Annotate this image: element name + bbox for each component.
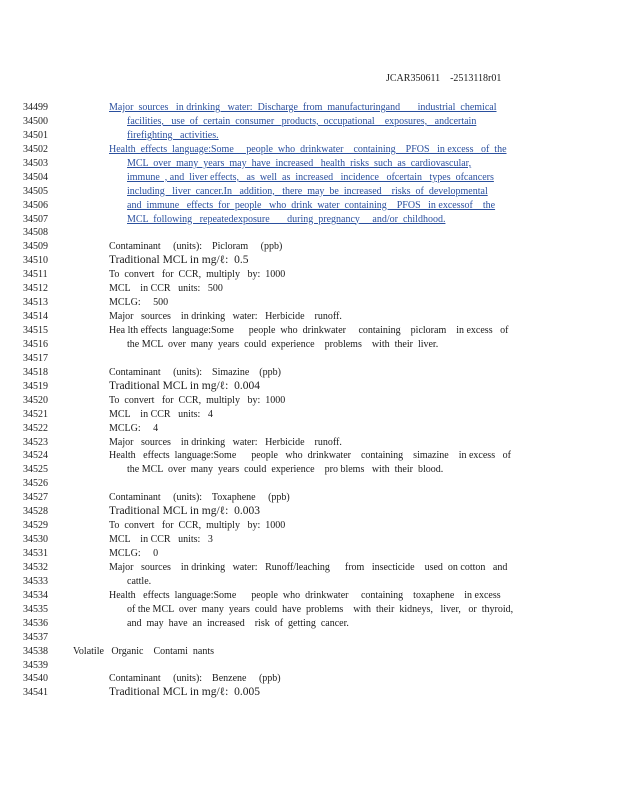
document-line [0,686,618,700]
document-line [0,185,618,199]
document-line [0,352,618,366]
document-line [0,310,618,324]
document-line [0,519,618,533]
line-number: 34537 [23,631,48,643]
line-number: 34510 [23,255,48,267]
line-number: 34527 [23,492,48,504]
line-number: 34523 [23,436,48,448]
line-text: Traditional MCL in mg/ℓ: 0.004 [109,379,260,392]
document-line [0,366,618,380]
line-number: 34507 [23,213,48,225]
document-line [0,380,618,394]
line-number: 34525 [23,464,48,476]
document-line [0,672,618,686]
line-number: 34540 [23,673,48,685]
line-text: Volatile Organic Contami nants [73,645,215,657]
line-number: 34520 [23,394,48,406]
inserted-text: firefighting activities. [127,129,219,141]
line-number: 34513 [23,297,48,309]
document-line [0,226,618,240]
line-number: 34499 [23,102,48,113]
document-line [0,603,618,617]
document-line [0,645,618,659]
line-text: Contaminant (units): Benzene (ppb) [109,673,281,685]
inserted-text: MCL following repeatedexposure during pregnancy and/or childhood. [127,213,446,225]
document-line [0,338,618,352]
line-text: the MCL over many years could experience problems with their liver. [127,338,439,350]
document-line [0,101,618,115]
line-number: 34534 [23,589,48,601]
line-number: 34522 [23,422,48,434]
inserted-text: facilities, use of certain consumer products, occupational exposures, andcertain [127,115,477,127]
document-line [0,240,618,254]
line-number: 34509 [23,241,48,253]
document-line [0,449,618,463]
line-number: 34500 [23,115,48,127]
line-number: 34506 [23,199,48,211]
document-line [0,324,618,338]
line-number: 34541 [23,687,48,699]
line-number: 34503 [23,157,48,169]
line-text: Traditional MCL in mg/ℓ: 0.003 [109,505,260,518]
document-line [0,268,618,282]
document-line [0,491,618,505]
document-line [0,394,618,408]
line-text: Health effects language:Some people who drinkwater containing simazine in excess of [109,450,511,462]
line-number: 34529 [23,520,48,532]
document-line [0,171,618,185]
document-line [0,213,618,227]
line-number: 34531 [23,548,48,559]
line-number: 34536 [23,617,48,629]
line-number: 34535 [23,603,48,615]
line-number: 34533 [23,575,48,587]
line-number: 34530 [23,534,48,546]
line-number: 34508 [23,227,48,239]
document-line [0,199,618,213]
line-text: MCLG: 0 [109,548,159,559]
line-number: 34516 [23,338,48,350]
line-text: Health effects language:Some people who drinkwater containing toxaphene in excess [109,589,501,601]
inserted-text: and immune effects for people who drink water containing PFOS in excessof the [127,199,496,211]
document-line [0,547,618,561]
document-line [0,533,618,547]
line-number: 34519 [23,380,48,392]
document-line [0,463,618,477]
document-line [0,617,618,631]
line-text: MCLG: 4 [109,422,159,434]
line-text: cattle. [127,575,152,587]
line-number: 34517 [23,352,48,364]
line-number: 34501 [23,129,48,141]
line-text: Traditional MCL in mg/ℓ: 0.5 [109,254,249,267]
line-number: 34532 [23,561,48,573]
document-line [0,129,618,143]
document-line [0,575,618,589]
line-number: 34521 [23,408,48,420]
line-text: To convert for CCR, multiply by: 1000 [109,269,286,281]
document-line [0,157,618,171]
document-header: JCAR350611 -2513118r01 [386,73,502,84]
line-number: 34539 [23,659,48,671]
line-number: 34514 [23,311,48,323]
inserted-text: MCL over many years may have increased health risks such as cardiovascular, [127,157,472,169]
line-number: 34502 [23,143,48,155]
line-text: MCL in CCR units: 4 [109,408,213,420]
document-line [0,659,618,673]
line-number: 34526 [23,478,48,490]
document-body [0,101,618,700]
document-line [0,143,618,157]
line-number: 34524 [23,450,48,462]
document-line [0,631,618,645]
document-line [0,561,618,575]
line-text: Contaminant (units): Simazine (ppb) [109,366,281,378]
line-number: 34512 [23,283,48,295]
line-text: Major sources in drinking water: Herbicide runoff. [109,311,342,323]
document-line [0,436,618,450]
line-number: 34511 [23,269,48,281]
document-line [0,589,618,603]
line-number: 34538 [23,645,48,657]
line-text: Major sources in drinking water: Herbicide runoff. [109,436,342,448]
line-text: of the MCL over many years could have problems with their kidneys, liver, or thyroid, [127,603,514,615]
line-text: Contaminant (units): Picloram (ppb) [109,241,283,253]
line-text: and may have an increased risk of getting cancer. [127,617,349,629]
document-line [0,282,618,296]
line-number: 34504 [23,171,48,183]
line-text: MCL in CCR units: 3 [109,534,213,546]
line-text: Contaminant (units): Toxaphene (ppb) [109,492,290,504]
inserted-text: immune , and liver effects, as well as increased incidence ofcertain types ofcancers [127,171,494,183]
line-text: MCL in CCR units: 500 [109,283,223,295]
line-text: the MCL over many years could experience pro blems with their blood. [127,464,444,476]
line-text: To convert for CCR, multiply by: 1000 [109,394,286,406]
inserted-text: Major sources in drinking water: Discharge from manufacturingand industrial chemical [109,102,497,113]
line-text: MCLG: 500 [109,297,169,309]
document-line [0,254,618,268]
line-number: 34518 [23,366,48,378]
line-number: 34515 [23,325,48,336]
document-line [0,408,618,422]
document-line [0,477,618,491]
line-text: To convert for CCR, multiply by: 1000 [109,520,286,532]
inserted-text: Health effects language:Some people who drinkwater containing PFOS in excess of the [109,143,507,155]
line-text: Major sources in drinking water: Runoff/leaching from insecticide used on cotton and [109,561,508,573]
inserted-text: including liver cancer.In addition, there may be increased risks of developmental [127,185,488,197]
line-text: Traditional MCL in mg/ℓ: 0.005 [109,686,260,699]
line-text: Hea lth effects language:Some people who drinkwater containing picloram in excess of [109,325,509,336]
document-line [0,422,618,436]
document-line [0,505,618,519]
line-number: 34528 [23,506,48,518]
line-number: 34505 [23,185,48,197]
document-line [0,115,618,129]
document-line [0,296,618,310]
